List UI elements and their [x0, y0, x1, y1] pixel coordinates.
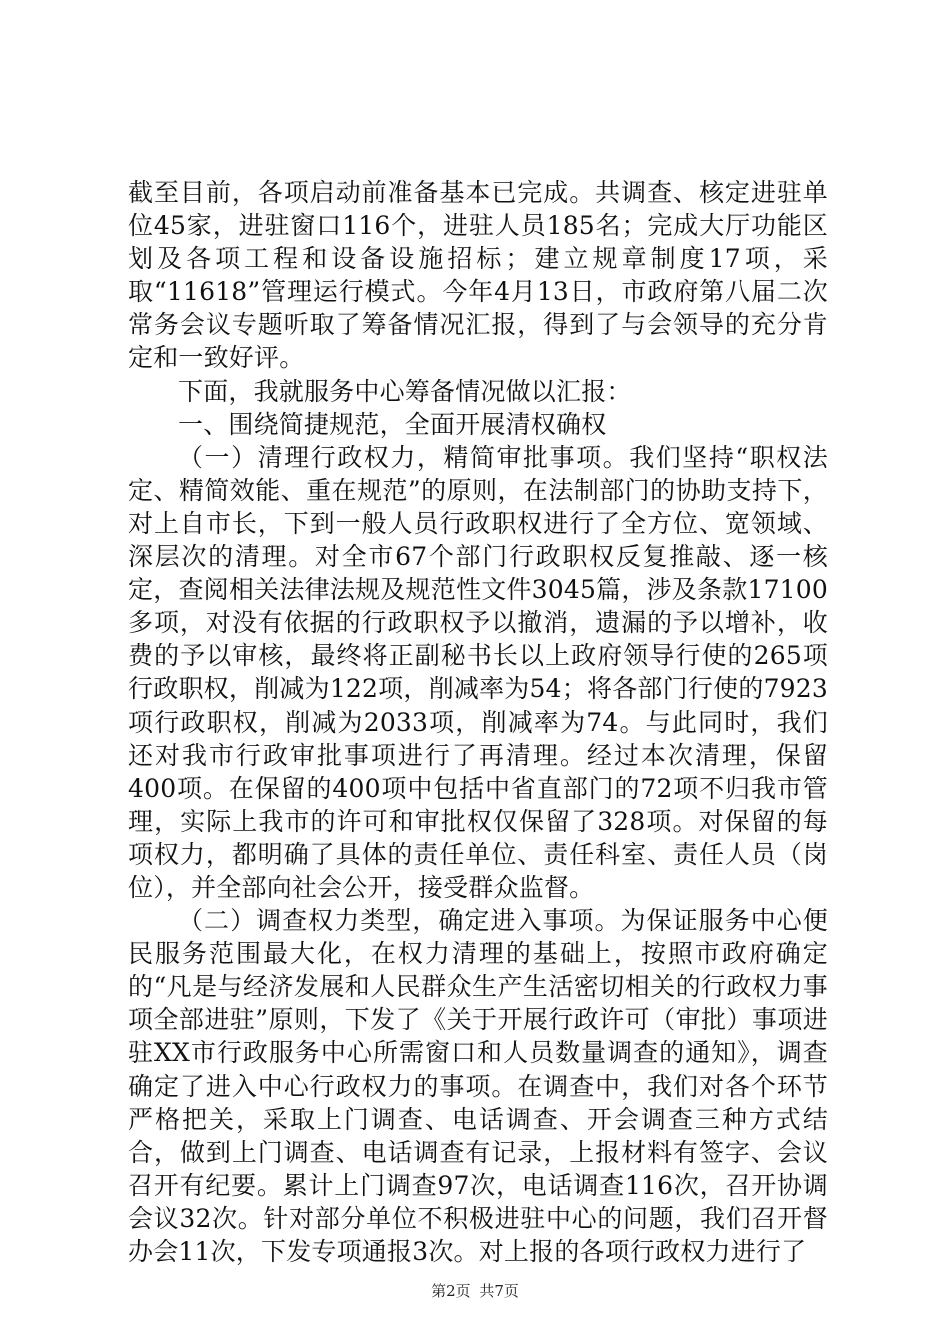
- section-heading-1: 一、围绕简捷规范，全面开展清权确权: [178, 409, 607, 439]
- paragraph-status-summary: 截至目前，各项启动前准备基本已完成。共调查、核定进驻单位45家，进驻窗口116个，进驻人员185名；完成大厅功能区划及各项工程和设备设施招标；建立规章制度17项，采取“11618”管理运行模式。今年4月13日，市政府第八届二次常务会议专题听取了筹备情况汇报，得到了与会领导的充分肯定和一致好评。: [128, 178, 828, 373]
- document-body: [128, 176, 828, 1268]
- paragraph-clear-powers: （一）清理行政权力，精简审批事项。我们坚持“职权法定、精简效能、重在规范”的原则，在法制部门的协助支持下，对上自市长，下到一般人员行政职权进行了全方位、宽领域、深层次的清理。对全市67个部门行政职权反复推敲、逐一核定，查阅相关法律法规及规范性文件3045篇，涉及条款17100多项，对没有依据的行政职权予以撤消，遗漏的予以增补，收费的予以审核，最终将正副秘书长以上政府领导行使的265项行政职权，削减为122项，削减率为54；将各部门行使的7923项行政职权，削减为2033项，削减率为74。与此同时，我们还对我市行政审批事项进行了再清理。经过本次清理，保留400项。在保留的400项中包括中省直部门的72项不归我市管理，实际上我市的许可和审批权仅保留了328项。对保留的每项权力，都明确了具体的责任单位、责任科室、责任人员（岗位），并全部向社会公开，接受群众监督。: [128, 442, 828, 902]
- paragraph-survey-powers: （二）调查权力类型，确定进入事项。为保证服务中心便民服务范围最大化，在权力清理的基础上，按照市政府确定的“凡是与经济发展和人民群众生产生活密切相关的行政权力事项全部进驻”原则，下发了《关于开展行政许可（审批）事项进驻XX市行政服务中心所需窗口和人员数量调查的通知》，调查确定了进入中心行政权力的事项。在调查中，我们对各个环节严格把关，采取上门调查、电话调查、开会调查三种方式结合，做到上门调查、电话调查有记录，上报材料有签字、会议召开有纪要。累计上门调查97次，电话调查116次，召开协调会议32次。针对部分单位不积极进驻中心的问题，我们召开督办会11次，下发专项通报3次。对上报的各项行政权力进行了: [128, 906, 828, 1266]
- paragraph-intro: 下面，我就服务中心筹备情况做以汇报：: [178, 376, 632, 406]
- page-number: 第2页: [431, 1282, 471, 1300]
- page-total: 共7页: [479, 1282, 519, 1300]
- page-footer: [0, 1281, 950, 1301]
